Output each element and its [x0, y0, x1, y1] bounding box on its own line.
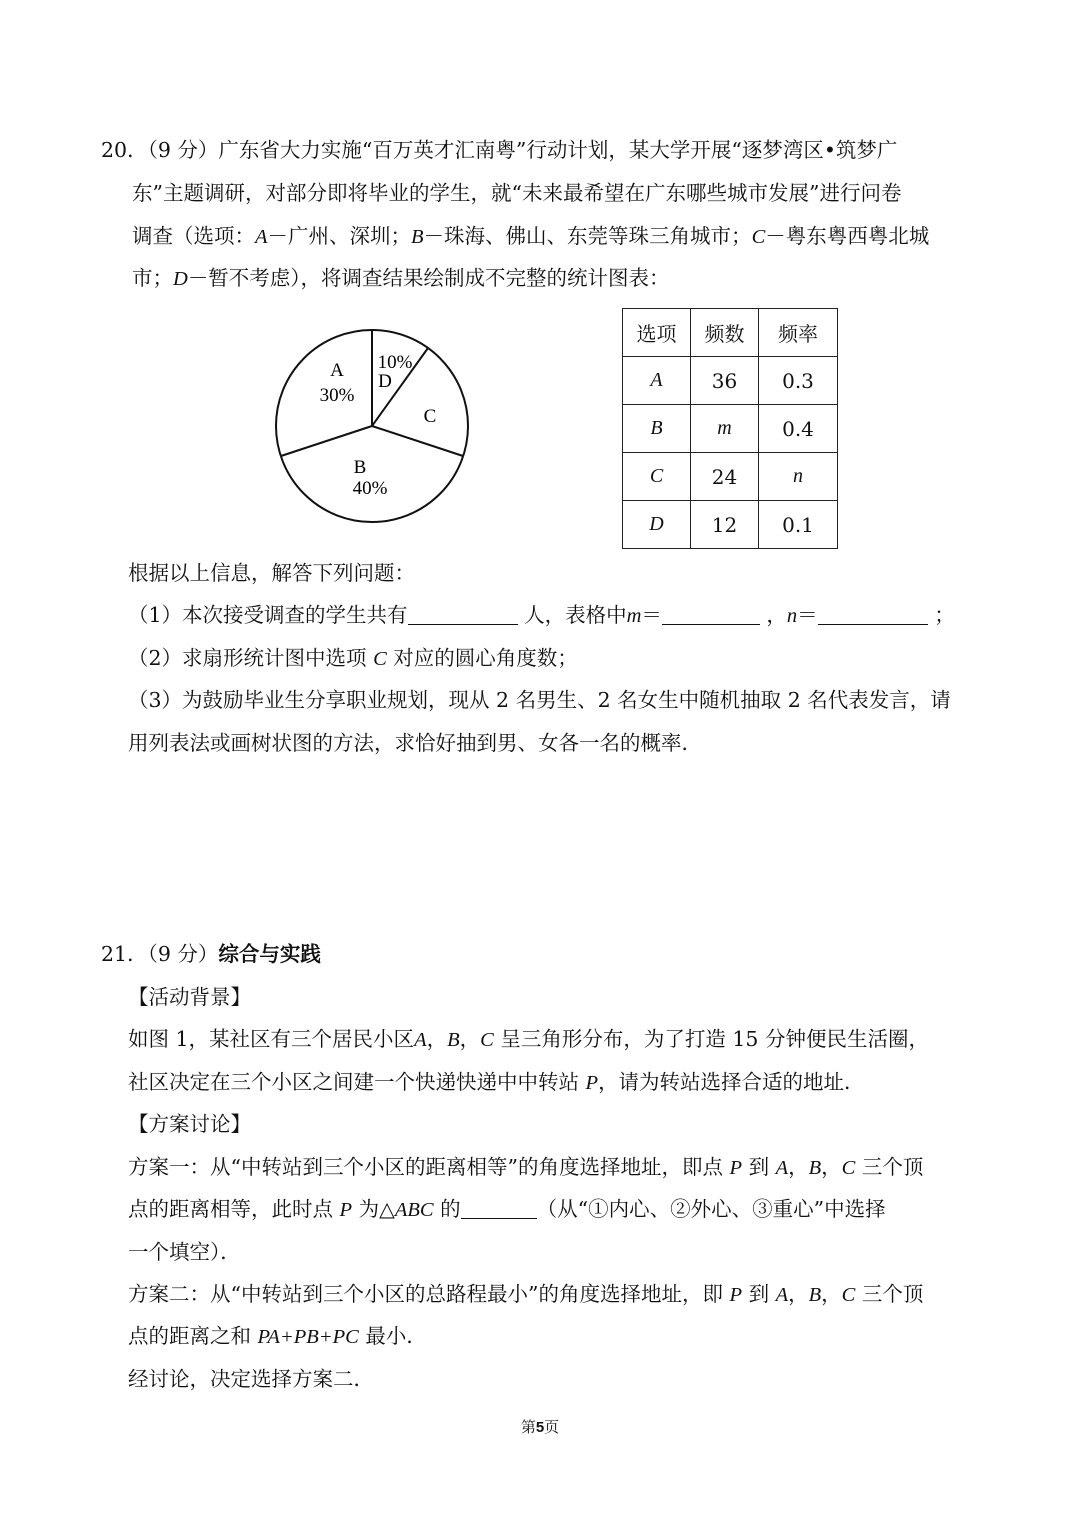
q21-conclusion: 经讨论，决定选择方案二． [128, 1367, 374, 1391]
q21-discussion-heading: 【方案讨论】 [128, 1112, 251, 1136]
answer-blank-count[interactable] [408, 606, 518, 625]
pie-divider [281, 426, 372, 456]
table-cell: m [691, 405, 759, 453]
q20-line-3: 调查（选项：A－广州、深圳；B－珠海、佛山、东莞等珠三角城市；C－粤东粤西粤北城 [132, 224, 930, 248]
table-row [623, 501, 838, 549]
pie-pct-d: 10% [377, 352, 413, 373]
pie-pct-b: 40% [352, 478, 388, 499]
q21-background-1: 如图 1，某社区有三个居民小区A，B，C 呈三角形分布，为了打造 15 分钟便民生活圈， [128, 1027, 929, 1051]
table-header: 频数 [691, 309, 759, 357]
answer-blank-center[interactable] [461, 1200, 537, 1219]
q21-scheme-1b: 点的距离相等，此时点 P 为△ABC 的 （从“①内心、②外心、③重心”中选择 [128, 1197, 886, 1221]
pie-label-b: B [353, 457, 367, 478]
q21-background-2: 社区决定在三个小区之间建一个快递快递中中转站 P，请为转站选择合适的地址． [128, 1070, 865, 1094]
pie-divider [372, 426, 463, 456]
q20-part-2: （2）求扇形统计图中选项 C 对应的圆心角度数； [128, 646, 578, 670]
table-cell: 0.3 [759, 357, 838, 405]
pie-pct-a: 30% [319, 385, 355, 406]
pie-chart [270, 320, 480, 530]
table-cell: 0.1 [759, 501, 838, 549]
q21-scheme-2a: 方案二：从“中转站到三个小区的总路程最小”的角度选择地址，即 P 到 A，B，C 三个顶 [128, 1282, 924, 1306]
table-cell: 36 [691, 357, 759, 405]
table-cell: B [623, 405, 691, 453]
q20-line-1: 20．（9 分）广东省大力实施“百万英才汇南粤”行动计划，某大学开展“逐梦湾区•筑梦广 [101, 138, 898, 162]
q20-line-2: 东”主题调研，对部分即将毕业的学生，就“未来最希望在广东哪些城市发展”进行问卷 [132, 181, 902, 205]
q20-part-1: （1）本次接受调查的学生共有 人，表格中m＝ ，n＝ ； [128, 603, 955, 627]
table-header: 频率 [759, 309, 838, 357]
table-cell: A [623, 357, 691, 405]
table-cell: 12 [691, 501, 759, 549]
q21-scheme-1a: 方案一：从“中转站到三个小区的距离相等”的角度选择地址，即点 P 到 A，B，C 三个顶 [128, 1155, 924, 1179]
answer-blank-n[interactable] [818, 606, 928, 625]
answer-blank-m[interactable] [662, 606, 760, 625]
pie-label-a: A [330, 360, 344, 381]
q20-line-4: 市；D－暂不考虑），将调查结果绘制成不完整的统计图表： [132, 266, 670, 290]
q20-intro: 根据以上信息，解答下列问题： [128, 561, 415, 585]
q20-part-3: （3）为鼓励毕业生分享职业规划，现从 2 名男生、2 名女生中随机抽取 2 名代表发言，请 [128, 688, 951, 712]
table-row [623, 405, 838, 453]
table-row [623, 453, 838, 501]
table-cell: 24 [691, 453, 759, 501]
page-number: 第5页 [520, 1418, 560, 1436]
table-header: 选项 [623, 309, 691, 357]
pie-label-c: C [423, 406, 437, 427]
table-cell: n [759, 453, 838, 501]
q20-part-3-cont: 用列表法或画树状图的方法，求恰好抽到男、女各一名的概率． [128, 731, 702, 755]
pie-label-d: D [378, 371, 392, 392]
table-header-row [623, 309, 838, 357]
table-cell: C [623, 453, 691, 501]
frequency-table [622, 308, 838, 549]
table-row [623, 357, 838, 405]
q21-scheme-2b: 点的距离之和 PA+PB+PC 最小． [128, 1324, 427, 1348]
q21-title: 21．（9 分）综合与实践 [101, 942, 321, 966]
table-cell: D [623, 501, 691, 549]
q21-background-heading: 【活动背景】 [128, 985, 251, 1009]
q21-scheme-1c: 一个填空）． [128, 1240, 241, 1264]
table-cell: 0.4 [759, 405, 838, 453]
